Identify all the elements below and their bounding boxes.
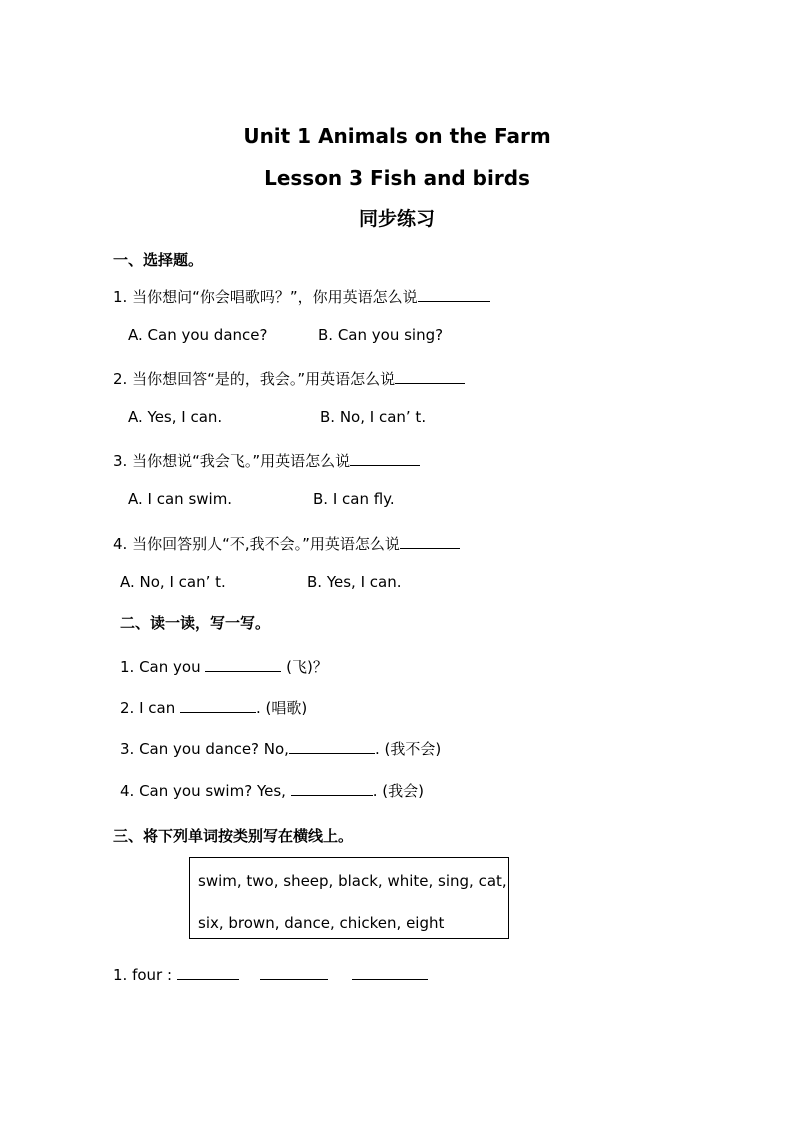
fill-item-2-hint: . (唱歌) (256, 699, 308, 717)
fill-item-3-hint: . (我不会) (374, 740, 442, 758)
question-1-option-b: B. Can you sing? (318, 326, 444, 344)
section-1-heading: 一、选择题。 (113, 251, 204, 269)
question-1-option-a: A. Can you dance? (128, 326, 268, 344)
answer-blank[interactable] (352, 965, 428, 980)
question-1-prompt: 1. 当你想问“你会唱歌吗？”，你用英语怎么说 (113, 288, 418, 306)
answer-blank[interactable] (400, 534, 460, 549)
fill-item-3-text: 3. Can you dance? No, (120, 740, 289, 758)
fill-item-1-text: 1. Can you (120, 658, 201, 676)
question-4-option-a: A. No, I can’ t. (120, 573, 226, 591)
question-4-prompt: 4. 当你回答别人“不,我不会。”用英语怎么说 (113, 535, 400, 553)
word-bank-box (189, 857, 509, 939)
question-4 (113, 534, 460, 552)
question-4-option-b: B. Yes, I can. (307, 573, 402, 591)
question-3-option-b: B. I can fly. (313, 490, 395, 508)
answer-blank[interactable] (289, 739, 375, 754)
question-3 (113, 451, 420, 469)
answer-blank[interactable] (205, 657, 281, 672)
category-item-1 (113, 965, 428, 983)
question-3-option-a: A. I can swim. (128, 490, 233, 508)
question-2-option-b: B. No, I can’ t. (320, 408, 427, 426)
answer-blank[interactable] (180, 698, 256, 713)
fill-item-2 (120, 698, 307, 716)
fill-item-4-text: 4. Can you swim? Yes, (120, 782, 286, 800)
question-2 (113, 369, 465, 387)
section-3-heading: 三、将下列单词按类别写在横线上。 (113, 827, 354, 845)
lesson-title: Lesson 3 Fish and birds (264, 166, 530, 190)
word-bank-line-1: swim, two, sheep, black, white, sing, cat, (198, 872, 507, 890)
category-item-1-label: 1. four : (113, 966, 173, 984)
fill-item-1 (120, 657, 328, 675)
fill-item-1-hint: (飞)？ (286, 658, 328, 676)
fill-item-4-hint: . (我会) (372, 782, 424, 800)
practice-title: 同步练习 (358, 208, 435, 230)
question-2-prompt: 2. 当你想回答“是的，我会。”用英语怎么说 (113, 370, 396, 388)
answer-blank[interactable] (291, 781, 373, 796)
answer-blank[interactable] (260, 965, 328, 980)
fill-item-3 (120, 739, 441, 757)
section-2-heading: 二、读一读，写一写。 (120, 614, 271, 632)
question-3-prompt: 3. 当你想说“我会飞。”用英语怎么说 (113, 452, 351, 470)
page-title: Unit 1 Animals on the Farm (243, 124, 551, 148)
fill-item-2-text: 2. I can (120, 699, 176, 717)
answer-blank[interactable] (395, 369, 465, 384)
question-2-option-a: A. Yes, I can. (128, 408, 223, 426)
word-bank-line-2: six, brown, dance, chicken, eight (198, 914, 445, 932)
fill-item-4 (120, 781, 424, 799)
answer-blank[interactable] (350, 451, 420, 466)
answer-blank[interactable] (177, 965, 239, 980)
question-1 (113, 287, 490, 305)
answer-blank[interactable] (418, 287, 490, 302)
